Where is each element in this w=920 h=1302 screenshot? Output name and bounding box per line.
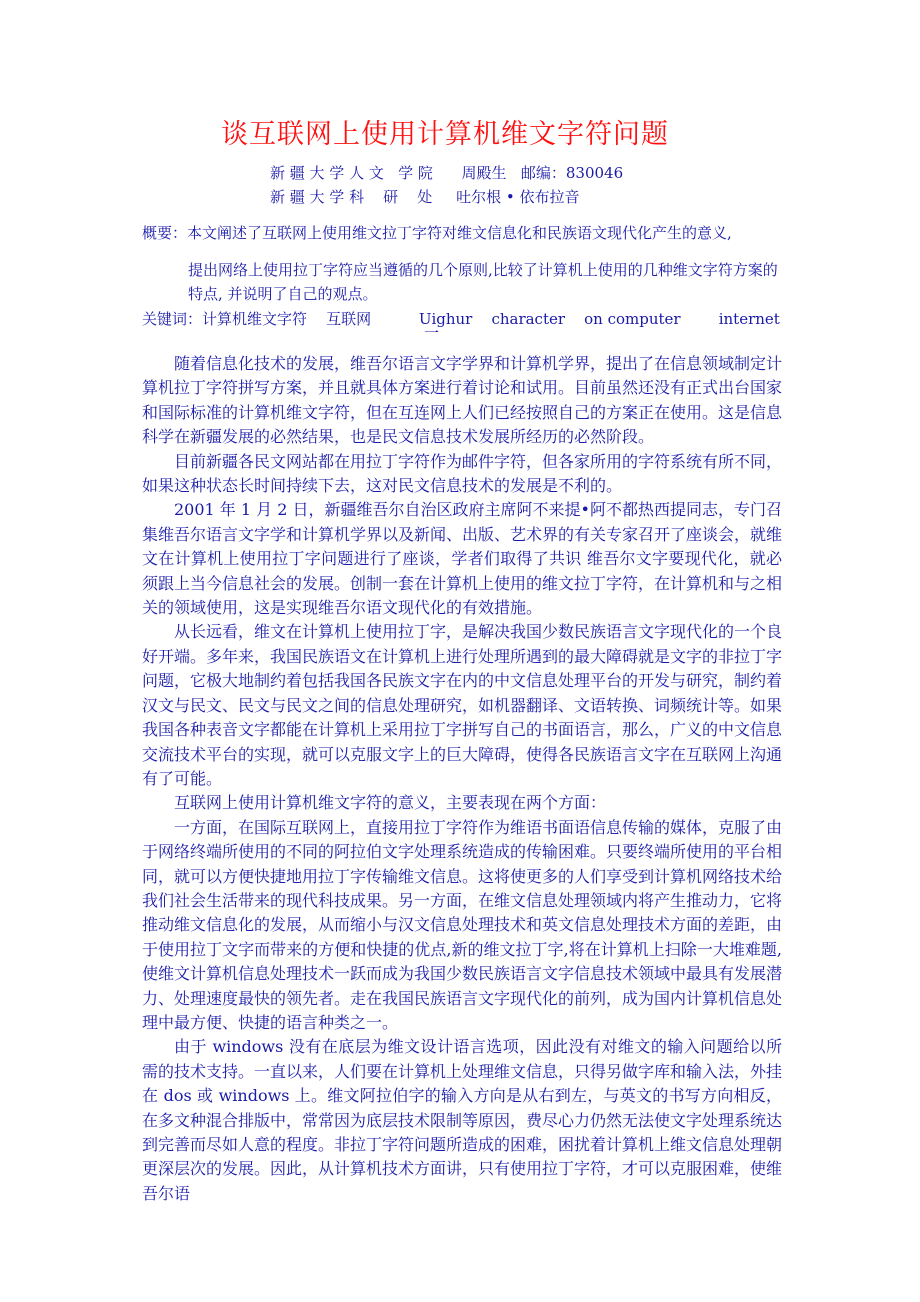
keywords	[142, 308, 780, 329]
paragraph: 一方面，在国际互联网上，直接用拉丁字符作为维语书面语信息传输的媒体，克服了由于网络终端所使用的不同的阿拉伯文字处理系统造成的传输困难。只要终端所使用的平台相同，就可以方便快捷地用拉丁字传输维文信息。这将使更多的人们享受到计算机网络技术给我们社会生活带来的现代科技成果。另一方面，在维文信息处理领域内将产生推动力，它将推动维文信息化的发展，从而缩小与汉文信息处理技术和英文信息处理技术方面的差距，由于使用拉丁文字而带来的方便和快捷的优点,新的维文拉丁字,将在计算机上扫除一大堆难题,使维文计算机信息处理技术一跃而成为我国少数民族语言文字信息技术领域中最具有发展潜力、处理速度最快的领先者。走在我国民族语言文字现代化的前列，成为国内计算机信息处理中最方便、快捷的语言种类之一。	[142, 817, 783, 1032]
keyword: 互联网	[326, 310, 372, 328]
author-name: 周殿生	[461, 164, 507, 182]
keyword: 计算机维文字符	[202, 310, 308, 328]
paragraph: 从长远看，维文在计算机上使用拉丁字，是解决我国少数民族语言文字现代化的一个良好开端。多年来，我国民族语文在计算机上进行处理所遇到的最大障碍就是文字的非拉丁字问题，它极大地制约着包括我国各民族文字在内的中文信息处理平台的开发与研究，制约着汉文与民文、民文与民文之间的信息处理研究，如机器翻译、文语转换、词频统计等。如果我国各种表音文字都能在计算机上采用拉丁字拼写自己的书面语言，那么，广义的中文信息交流技术平台的实现，就可以克服文字上的巨大障碍，使得各民族语言文字在互联网上沟通有了可能。	[142, 622, 783, 788]
section-mark: 一	[424, 324, 440, 342]
paragraph: 随着信息化技术的发展，维吾尔语言文字学界和计算机学界，提出了在信息领域制定计算机拉丁字符拼写方案，并且就具体方案进行着讨论和试用。目前虽然还没有正式出台国家和国际标准的计算机维文字符，但在互连网上人们已经按照自己的方案正在使用。这是信息科学在新疆发展的必然结果，也是民文信息技术发展所经历的必然阶段。	[142, 354, 783, 447]
abstract-continuation: 提出网络上使用拉丁字符应当遵循的几个原则,比较了计算机上使用的几种维文字符方案的特点, 并说明了自己的观点。	[188, 261, 778, 303]
affiliation-org: 新 疆 大 学 人 文 学 院	[270, 164, 433, 182]
author-name: 吐尔根 • 依布拉音	[456, 188, 580, 206]
affiliation-org: 新 疆 大 学 科 研 处	[270, 188, 433, 206]
keyword: Uighur	[418, 310, 473, 328]
paragraph: 互联网上使用计算机维文字符的意义，主要表现在两个方面：	[174, 793, 607, 813]
abstract-first-line	[142, 222, 792, 243]
abstract-label: 概要：	[142, 224, 188, 242]
affiliation-2	[270, 186, 579, 207]
paragraph: 目前新疆各民文网站都在用拉丁字符作为邮件字符，但各家所用的字符系统有所不同，如果这种状态长时间持续下去，这对民文信息技术的发展是不利的。	[142, 451, 783, 496]
keywords-label: 关键词：	[142, 310, 203, 328]
keyword: character	[491, 310, 566, 328]
document-title: 谈互联网上使用计算机维文字符问题	[221, 119, 669, 150]
paragraph: 2001 年 1 月 2 日，新疆维吾尔自治区政府主席阿不来提•阿不都热西提同志，专门召集维吾尔语言文字学和计算机学界以及新闻、出版、艺术界的有关专家召开了座谈会，就维文在计算机上使用拉丁字问题进行了座谈，学者们取得了共识 维吾尔文字要现代化，就必须跟上当今信息社会的发展。创制一套在计算机上使用的维文拉丁字符，在计算机和与之相关的领域使用，这是实现维吾尔语文现代化的有效措施。	[142, 500, 783, 618]
keyword: internet	[718, 310, 780, 328]
postcode: 830046	[565, 164, 624, 182]
postcode-label: 邮编：	[520, 164, 566, 182]
paragraph: 由于 windows 没有在底层为维文设计语言选项，因此没有对维文的输入问题给以所需的技术支持。一直以来，人们要在计算机上处理维文信息，只得另做字库和输入法，外挂在 dos 或 windows 上。维文阿拉伯字的输入方向是从右到左，与英文的书写方向相反，在多文种混合排版中，常常因为底层技术限制等原因，费尽心力仍然无法使文字处理系统达到完善而尽如人意的程度。非拉丁字符问题所造成的困难，困扰着计算机上维文信息处理朝更深层次的发展。因此，从计算机技术方面讲，只有使用拉丁字符，才可以克服困难，使维吾尔语	[142, 1037, 783, 1203]
abstract-text: 本文阐述了互联网上使用维文拉丁字符对维文信息化和民族语文现代化产生的意义,	[187, 224, 732, 242]
keyword: on computer	[584, 310, 681, 328]
body-text	[142, 352, 782, 1206]
affiliation-1	[270, 162, 623, 183]
